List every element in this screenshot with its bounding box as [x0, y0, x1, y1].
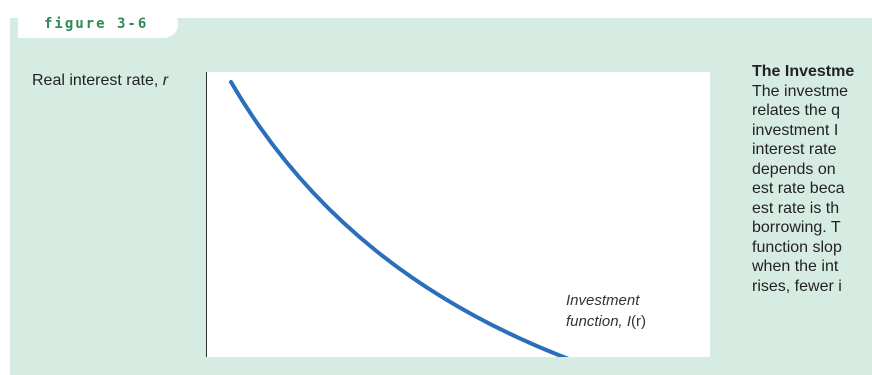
caption-line: investment I: [752, 121, 839, 139]
curve-label-prefix: function,: [566, 313, 627, 330]
caption-line: depends on: [752, 160, 836, 178]
caption-line: relates the q: [752, 102, 841, 119]
caption-line: The investme: [752, 82, 849, 100]
caption-line: function slop: [752, 238, 842, 256]
caption-line: est rate beca: [752, 180, 845, 197]
figure-caption: [752, 62, 864, 296]
caption-line: borrowing. T: [752, 219, 841, 236]
investment-curve: [231, 82, 620, 357]
caption-line: est rate is th: [752, 199, 840, 217]
y-axis-label-text: Real interest rate,: [32, 72, 163, 89]
curve-label-line1: Investment: [566, 292, 640, 309]
caption-line: when the int: [752, 258, 839, 275]
curve-label-suffix: (r): [631, 313, 647, 330]
curve-label-line2: [566, 311, 646, 332]
figure-tab: [18, 10, 178, 38]
caption-title: The Investme: [752, 63, 855, 80]
caption-line: interest rate: [752, 141, 837, 158]
y-axis-label-variable: r: [162, 72, 169, 89]
caption-line: rises, fewer i: [752, 277, 842, 295]
y-axis-label: [32, 72, 168, 90]
figure-number: figure 3-6: [44, 16, 149, 32]
curve-label-var: I: [626, 313, 632, 330]
investment-function-label: [566, 290, 646, 332]
